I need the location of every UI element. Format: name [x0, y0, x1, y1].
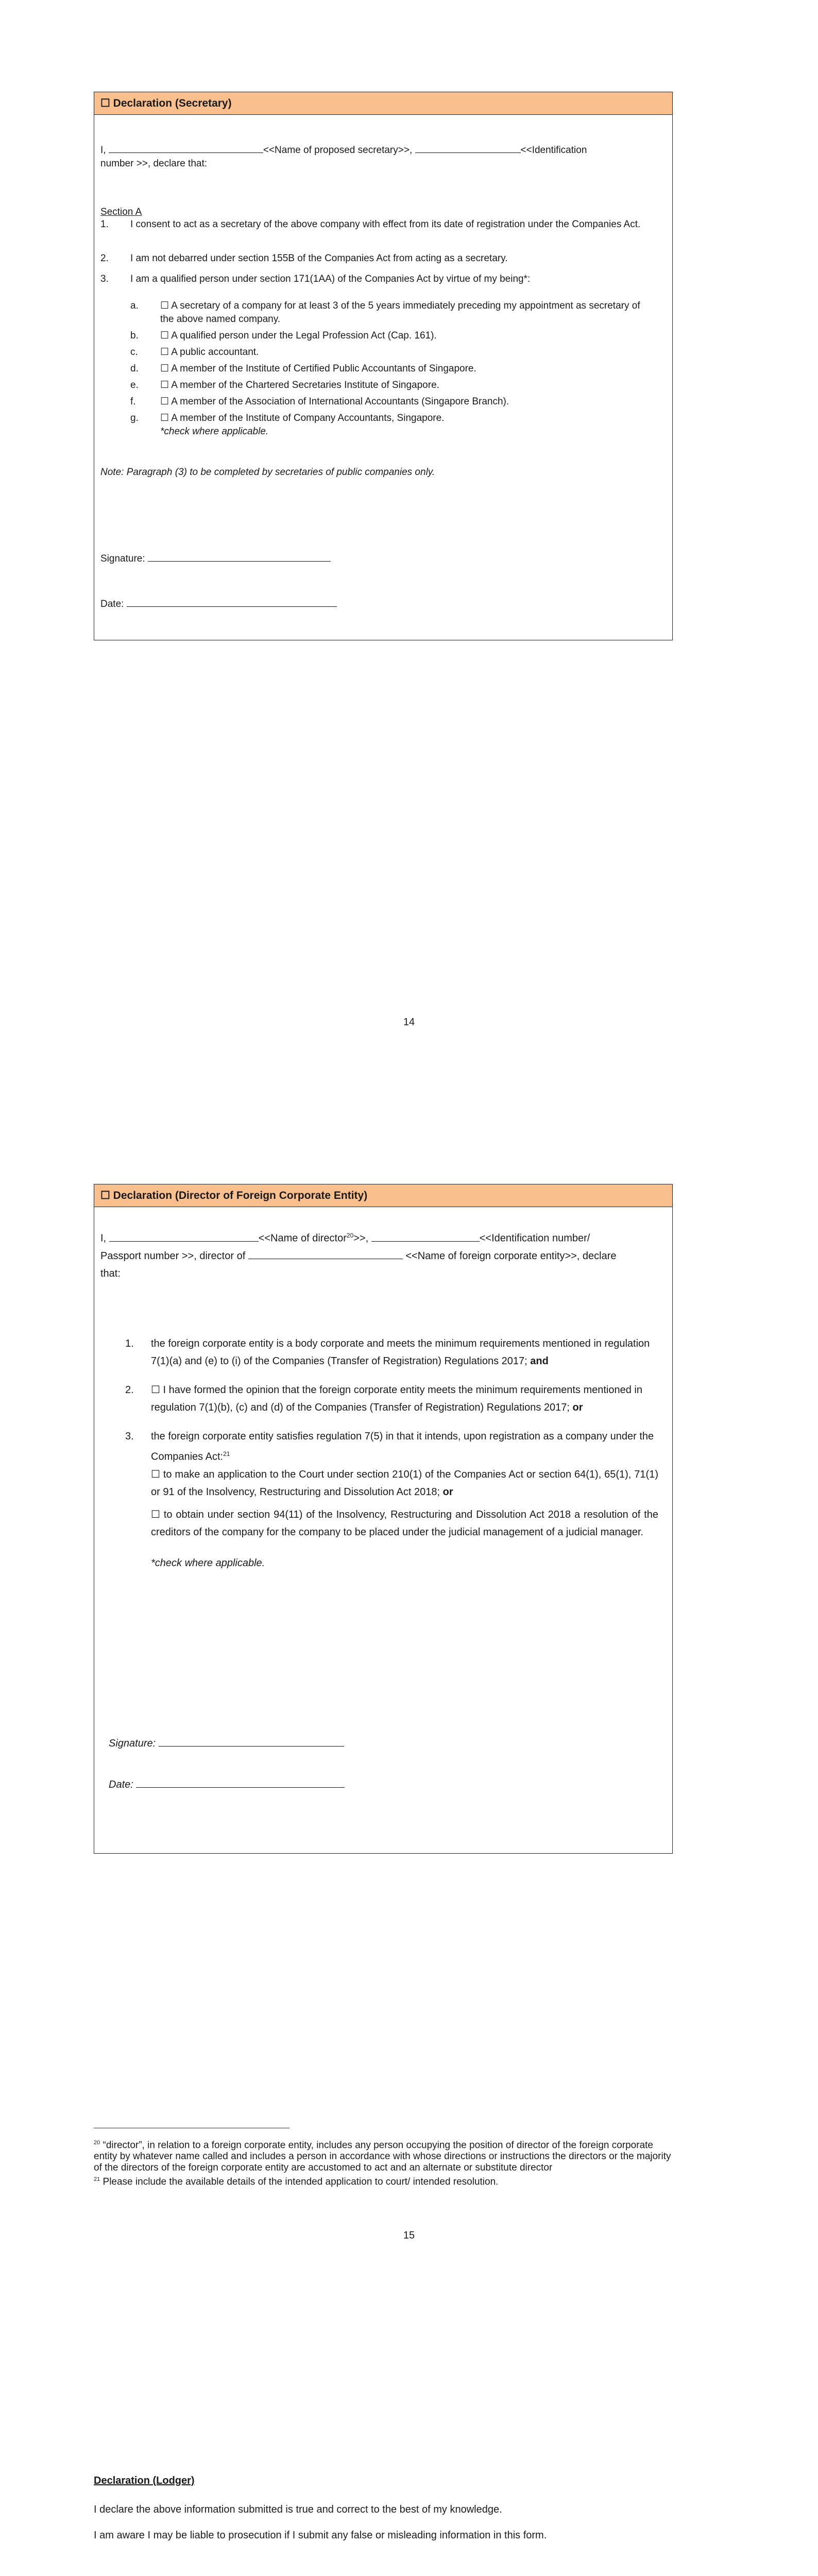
- footnotes: [94, 2137, 673, 2188]
- secretary-signature-row: Signature:: [100, 552, 331, 566]
- director-signature-row: Signature:: [109, 1735, 344, 1752]
- director-name-blank[interactable]: [109, 1232, 259, 1242]
- list-item: 1. I consent to act as a secretary of the above company with effect from its date of registration under the Companies Act.: [100, 219, 641, 230]
- checkbox-item-a[interactable]: a. ☐ A secretary of a company for at least 3 of the 5 years immediately preceding my appointment as secretary of the above named company.: [130, 300, 640, 325]
- check-note: *check where applicable.: [160, 426, 269, 437]
- secretary-intro: I, <<Name of proposed secretary>>, <<Identification: [100, 143, 662, 157]
- option-judicial-management[interactable]: ☐ to obtain under section 94(11) of the Insolvency, Restructuring and Dissolution Act 2018 a resolution of the creditors of the company for the company to be placed under the judicial management of a judicial manager.: [151, 1509, 658, 1538]
- director-declaration-box: [94, 1184, 673, 1854]
- director-id-blank[interactable]: [371, 1232, 480, 1242]
- lodger-declaration-heading: Declaration (Lodger): [94, 2475, 195, 2486]
- secretary-date-blank[interactable]: [127, 597, 337, 607]
- list-item: 3. the foreign corporate entity satisfies regulation 7(5) in that it intends, upon registration as a company under the Companies Act:$^{21}$ ☐ to make an application to the Court under section 210(1) of the Companies Act or section 64(1), 65(1), 71(1) or 91 of the Insolvency, Restructuring and Dissolution Act 2018; or ☐ to obtain under section 94(11) of the Insolvency, Restructuring and Dissolution Act 2018 a resolution of the creditors of the company for the company to be placed under the judicial management of a judicial manager. *check where applicable.: [125, 1428, 658, 1572]
- check-note: *check where applicable.: [151, 1557, 265, 1569]
- checkbox-item-d[interactable]: d. ☐ A member of the Institute of Certified Public Accountants of Singapore.: [130, 363, 476, 374]
- director-date-row: Date:: [109, 1776, 345, 1793]
- director-intro: I, <<Name of director$^{20}$>>, <<Identification number/ Passport number >>, director of <<Name of foreign corporate entity>>, declare that:: [100, 1232, 617, 1279]
- qualification-sub-list: [130, 299, 645, 438]
- checkbox-item-b[interactable]: b. ☐ A qualified person under the Legal Profession Act (Cap. 161).: [130, 330, 437, 341]
- footnote-21: $^{21}$ Please include the available details of the intended application to court/ intended resolution.: [94, 2176, 499, 2188]
- option-court-application[interactable]: ☐ to make an application to the Court under section 210(1) of the Companies Act or section 64(1), 65(1), 71(1) or 91 of the Insolvency, Restructuring and Dissolution Act 2018; or: [151, 1468, 658, 1498]
- list-item[interactable]: 2. ☐ I have formed the opinion that the foreign corporate entity meets the minimum requirements mentioned in regulation 7(1)(b), (c) and (d) of the Companies (Transfer of Registration) Regulations 2017; or: [125, 1384, 642, 1413]
- checkbox-item-c[interactable]: c. ☐ A public accountant.: [130, 347, 259, 358]
- director-date-blank[interactable]: [136, 1778, 345, 1788]
- secretary-note: Note: Paragraph (3) to be completed by secretaries of public companies only.: [100, 467, 435, 478]
- checkbox-item-e[interactable]: e. ☐ A member of the Chartered Secretaries Institute of Singapore.: [130, 380, 439, 391]
- foreign-entity-name-blank[interactable]: [248, 1249, 403, 1259]
- list-item: 1. the foreign corporate entity is a body corporate and meets the minimum requirements mentioned in regulation 7(1)(a) and (e) to (i) of the Companies (Transfer of Registration) Regulations 2017; and: [125, 1338, 650, 1367]
- list-item: 2. I am not debarred under section 155B of the Companies Act from acting as a secretary.: [100, 253, 508, 264]
- secretary-declaration-box: [94, 92, 673, 640]
- page-number-14: 14: [403, 1016, 415, 1028]
- checkbox-item-f[interactable]: f. ☐ A member of the Association of International Accountants (Singapore Branch).: [130, 396, 509, 407]
- secretary-item-list: [100, 218, 662, 286]
- lodger-declaration-text-1: I declare the above information submitted is true and correct to the best of my knowledge.: [94, 2504, 502, 2515]
- secretary-intro-line2: number >>, declare that:: [100, 158, 208, 169]
- page-number-15: 15: [403, 2230, 415, 2241]
- checkbox-item-g[interactable]: g. ☐ A member of the Institute of Company Accountants, Singapore.: [130, 413, 445, 423]
- section-a-label: Section A: [100, 207, 142, 217]
- list-item: 3. I am a qualified person under section 171(1AA) of the Companies Act by virtue of my being*:: [100, 274, 531, 284]
- secretary-signature-blank[interactable]: [148, 552, 331, 562]
- secretary-declaration-title: ☐ Declaration (Secretary): [94, 92, 672, 115]
- secretary-date-row: Date:: [100, 597, 337, 611]
- director-item-list: [125, 1335, 658, 1572]
- secretary-id-blank[interactable]: [415, 143, 521, 153]
- lodger-declaration-text-2: I am aware I may be liable to prosecution if I submit any false or misleading information in this form.: [94, 2530, 547, 2541]
- director-signature-blank[interactable]: [159, 1737, 344, 1747]
- footnote-20: $^{20}$ “director”, in relation to a foreign corporate entity, includes any person occupying the position of director of the foreign corporate entity by whatever name called and includes a person in accordance with whose directions or instructions the directors or the majority of the directors of the foreign corporate entity are accustomed to act and an alternate or substitute director: [94, 2140, 671, 2174]
- director-declaration-title: ☐ Declaration (Director of Foreign Corporate Entity): [94, 1184, 672, 1207]
- secretary-name-blank[interactable]: [109, 143, 263, 153]
